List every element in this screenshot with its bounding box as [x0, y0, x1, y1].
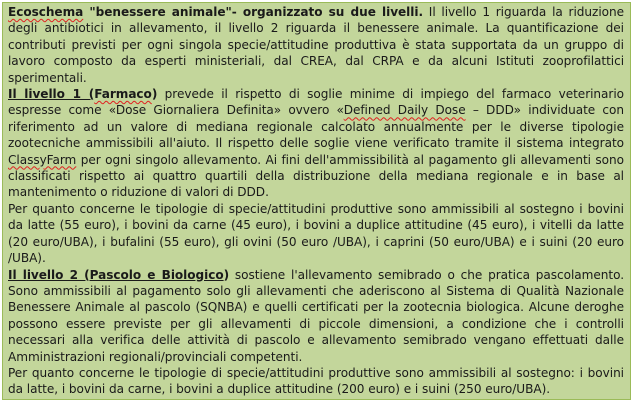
title-rest: - organizzato su due livelli. — [231, 5, 424, 19]
livello-2-species-text: Per quanto concerne le tipologie di specie/attitudini produttive sono ammissibili al sostegno: i bovini da latte, i bovini da carne, i bovini a duplice attitudine (200 euro) e i suini (250 euro/UBA). — [8, 365, 624, 397]
paragraph-livello-1 — [8, 86, 624, 201]
livello-1-text-b: – DDD» individuate con riferimento ad un valore di mediana regionale calcolato annualmente per le diverse tipologie zootecniche ammissibili all'aiuto. Il rispetto delle soglie viene verificato tramite il sistema integrato — [8, 103, 624, 151]
defined-daily-dose: Defined Daily Dose — [343, 103, 466, 118]
title-quote: "benessere animale" — [83, 5, 232, 19]
ecoschema-word: Ecoschema — [8, 5, 84, 19]
livello-1-heading-farmaco: Farmaco — [94, 87, 152, 102]
paragraph-intro — [8, 4, 624, 86]
intro-text: Il livello 1 riguarda la riduzione degli antibiotici in allevamento, il livello 2 riguarda il benessere animale. La quantificazione dei contributi previsti per ogni singola specie/attitudine produttiva è stata supportata da un gruppo di lavoro composto da esperti ministeriali, dal CREA, dal CRPA e da alcuni Istituti zooprofilattici sperimentali. — [8, 5, 624, 85]
livello-2-text: sostiene l'allevamento semibrado o che pratica pascolamento. Sono ammissibili al pagamento solo gli allevamenti che aderiscono al Sistema di Qualità Nazionale Benessere Animale al pascolo (SQNBA) e quelli certificati per la zootecnia biologica. Alcune deroghe possono essere previste per gli allevamenti di piccole dimensioni, a condizione che i controlli necessari alla verifica delle attività di pascolo e allevamento semibrado vengano effettuati dalle Amministrazioni regionali/provinciali competenti. — [8, 267, 624, 364]
paragraph-livello-2-species — [8, 365, 624, 398]
livello-1-heading-post: ) — [151, 87, 158, 102]
livello-1-heading-pre: Il livello 1 ( — [8, 87, 95, 102]
document-textbox — [2, 2, 631, 400]
livello-1-text-a: prevede il rispetto di soglie minime di impiego del farmaco veterinario espresse come «Dose Giornaliera Definita» ovvero « — [8, 87, 624, 118]
paragraph-livello-2 — [8, 267, 624, 365]
livello-2-heading-post: ) — [223, 267, 230, 282]
livello-1-text-c: per ogni singolo allevamento. Ai fini dell'ammissibilità al pagamento gli allevamenti sono classificati rispetto ai quattro quartili della distribuzione della mediana regionale e in base al mantenimento o riduzione di valori di DDD. — [8, 152, 624, 200]
livello-2-heading: Il livello 2 (Pascolo e Biologico — [8, 267, 224, 282]
classyfarm-word: ClassyFarm — [8, 152, 77, 167]
paragraph-livello-1-species — [8, 201, 624, 267]
livello-1-species-text: Per quanto concerne le tipologie di specie/attitudini produttive sono ammissibili al sostegno i bovini da latte (55 euro), i bovini da carne (45 euro), i bovini a duplice attitudine (45 euro), i vitelli da latte (20 euro/UBA), i bufalini (55 euro), gli ovini (50 euro /UBA), i caprini (50 euro/UBA) e i suini (20 euro /UBA). — [8, 201, 624, 266]
